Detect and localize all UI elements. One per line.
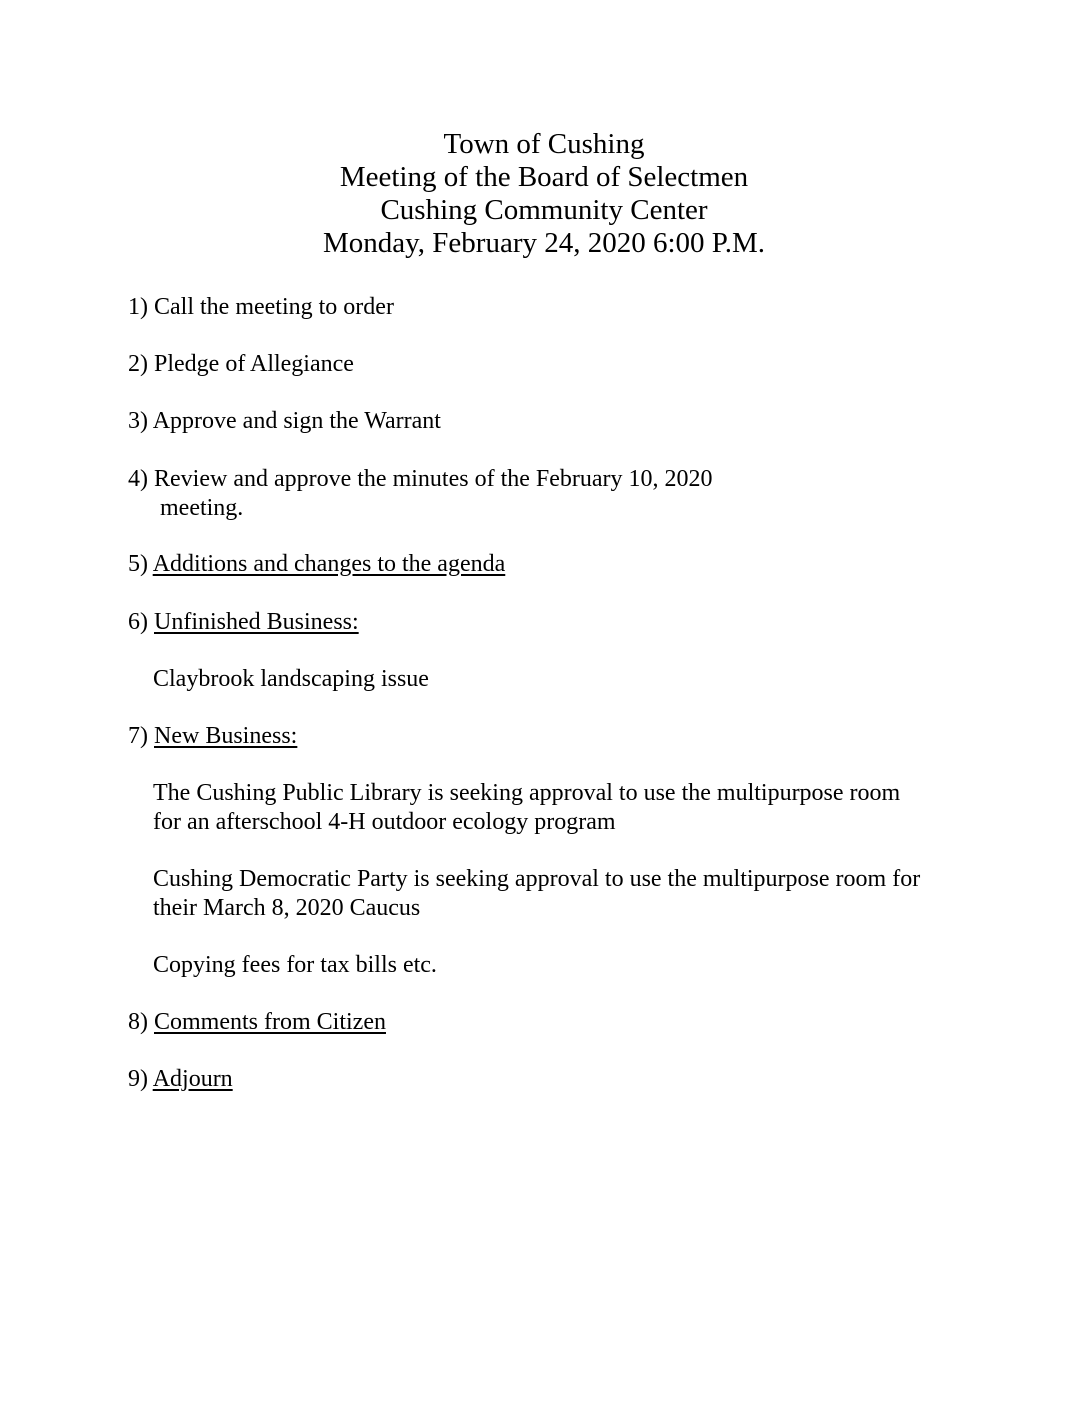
meeting-location: Cushing Community Center — [380, 194, 708, 226]
agenda-item-4-continuation: meeting. — [160, 495, 244, 521]
meeting-datetime: Monday, February 24, 2020 6:00 P.M. — [323, 227, 765, 259]
item-number: 4) — [128, 466, 148, 492]
item-heading: Unfinished Business: — [154, 609, 359, 635]
item-number: 5) — [128, 551, 148, 577]
new-business-copying-fees: Copying fees for tax bills etc. — [153, 952, 437, 978]
agenda-item-4 — [128, 465, 713, 494]
item-number: 8) — [128, 1009, 148, 1035]
item-heading: Comments from Citizen — [154, 1009, 386, 1035]
new-business-democratic-line2: their March 8, 2020 Caucus — [153, 895, 421, 921]
new-business-library-line2: for an afterschool 4-H outdoor ecology program — [153, 809, 616, 835]
new-business-democratic-line1: Cushing Democratic Party is seeking approval to use the multipurpose room for — [153, 866, 921, 892]
item-heading: Adjourn — [152, 1066, 233, 1092]
item-heading: New Business: — [154, 723, 298, 749]
agenda-item-3 — [128, 407, 441, 436]
agenda-item-1 — [128, 293, 394, 322]
item-text: Review and approve the minutes of the February 10, 2020 — [154, 466, 713, 492]
new-business-library-line1: The Cushing Public Library is seeking approval to use the multipurpose room — [153, 780, 901, 806]
agenda-item-9 — [128, 1065, 233, 1094]
agenda-item-8 — [128, 1008, 386, 1037]
item-number: 3) — [128, 408, 148, 434]
agenda-item-6 — [128, 608, 359, 637]
item-text: Approve and sign the Warrant — [152, 408, 441, 434]
item-number: 9) — [128, 1066, 148, 1092]
agenda-item-5 — [128, 550, 505, 579]
document-header — [0, 128, 1088, 260]
agenda-item-2 — [128, 350, 354, 379]
item-number: 2) — [128, 351, 148, 377]
item-text: Pledge of Allegiance — [154, 351, 354, 377]
item-number: 6) — [128, 609, 148, 635]
agenda-item-7 — [128, 722, 297, 751]
item-number: 7) — [128, 723, 148, 749]
item-text: Call the meeting to order — [154, 294, 394, 320]
town-name: Town of Cushing — [443, 128, 645, 160]
meeting-title: Meeting of the Board of Selectmen — [339, 161, 749, 193]
unfinished-business-item: Claybrook landscaping issue — [153, 666, 429, 692]
item-number: 1) — [128, 294, 148, 320]
item-heading: Additions and changes to the agenda — [152, 551, 506, 577]
